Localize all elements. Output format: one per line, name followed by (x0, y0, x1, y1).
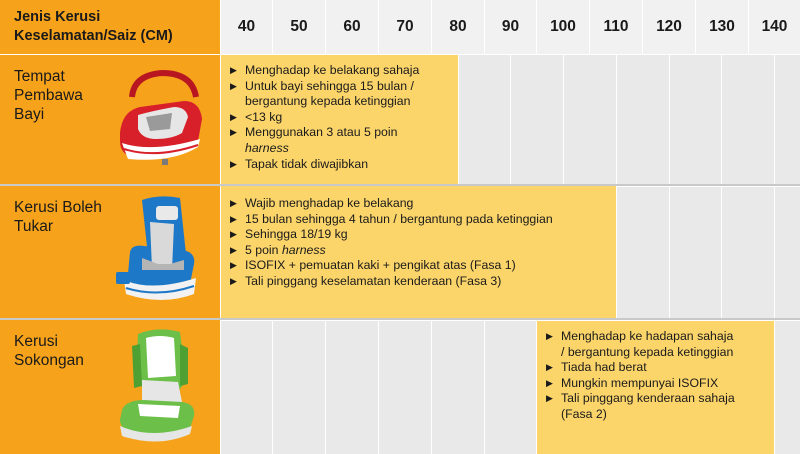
convertible-seat-icon (112, 194, 208, 312)
grid-cell (221, 321, 272, 454)
info-item: ▶ <13 kg (230, 109, 283, 124)
bullet-icon: ▶ (230, 213, 237, 224)
row-header-booster-seat (0, 320, 220, 454)
info-item: ▶ Menghadap ke belakang sahaja (230, 63, 420, 77)
grid-cell (459, 55, 510, 184)
grid-cell (775, 187, 800, 318)
bullet-icon: ▶ (546, 393, 553, 404)
info-item: ▶ Sehingga 18/19 kg (230, 227, 348, 242)
row-header-infant-carrier (0, 55, 220, 184)
grid-cell (379, 321, 431, 454)
info-item: ▶ 15 bulan sehingga 4 tahun / bergantung pada ketinggian (230, 211, 553, 226)
row-label-line: Pembawa (14, 87, 83, 104)
info-item: ▶ Menghadap ke hadapan sahaja / bergantung kepada ketinggian (546, 329, 734, 359)
grid-cell (511, 55, 563, 184)
bullet-icon: ▶ (230, 111, 237, 122)
info-item: ▶ Tiada had berat (546, 360, 647, 375)
row-label-line: Sokongan (14, 352, 84, 369)
size-header-40: 40 (221, 0, 272, 54)
info-box-booster-seat (537, 321, 774, 454)
booster-seat-icon (108, 326, 204, 450)
info-box-convertible-seat (221, 186, 616, 318)
infant-carrier-icon (112, 67, 208, 167)
info-box-infant-carrier (221, 55, 458, 184)
info-item: ▶ Untuk bayi sehingga 15 bulan / bergantung kepada ketinggian (230, 78, 414, 109)
bullet-icon: ▶ (230, 244, 237, 255)
info-item: ▶ Menggunakan 3 atau 5 poin harness (230, 125, 398, 155)
bullet-icon: ▶ (546, 377, 553, 388)
grid-cell (564, 55, 616, 184)
size-header-90: 90 (485, 0, 536, 54)
size-header-120: 120 (643, 0, 695, 54)
header-title-line1: Jenis Kerusi (14, 9, 101, 25)
grid-cell (617, 55, 669, 184)
bullet-icon: ▶ (230, 65, 237, 75)
grid-cell (617, 187, 669, 318)
row-label-booster-seat (14, 332, 84, 370)
bullet-icon: ▶ (230, 158, 237, 169)
grid-cell (326, 321, 378, 454)
row-label-convertible-seat (14, 198, 102, 236)
row-label-line: Bayi (14, 106, 45, 123)
grid-cell (722, 187, 774, 318)
info-item: ▶ ISOFIX + pemuatan kaki + pengikat atas (Fasa 1) (230, 258, 516, 273)
row-label-line: Tempat (14, 68, 65, 85)
row-label-line: Kerusi (14, 333, 58, 350)
bullet-icon: ▶ (230, 127, 237, 138)
header-title (14, 8, 173, 46)
size-header-50: 50 (273, 0, 325, 54)
size-header-110: 110 (590, 0, 642, 54)
grid-cell (670, 187, 721, 318)
grid-cell (670, 55, 721, 184)
info-item: ▶ Wajib menghadap ke belakang (230, 196, 414, 210)
bullet-icon: ▶ (230, 80, 237, 91)
bullet-icon: ▶ (230, 260, 237, 271)
bullet-icon: ▶ (230, 198, 237, 208)
grid-cell (775, 55, 800, 184)
info-item: ▶ Tapak tidak diwajibkan (230, 156, 369, 171)
row-label-line: Tukar (14, 218, 54, 235)
grid-cell (722, 55, 774, 184)
header-title-line2: Keselamatan/Saiz (CM) (14, 28, 173, 44)
info-item: ▶ Tali pinggang kenderaan sahaja (Fasa 2) (546, 391, 735, 421)
grid-cell (273, 321, 325, 454)
info-list (230, 196, 612, 290)
size-header-140: 140 (749, 0, 800, 54)
size-header-60: 60 (326, 0, 378, 54)
bullet-icon: ▶ (546, 362, 553, 373)
bullet-icon: ▶ (546, 331, 553, 341)
info-item: ▶ Mungkin mempunyai ISOFIX (546, 375, 719, 390)
info-item: ▶ Tali pinggang keselamatan kenderaan (Fasa 3) (230, 273, 502, 288)
grid-cell (432, 321, 484, 454)
info-list (230, 63, 455, 172)
table-header-label (0, 0, 220, 54)
info-item: ▶ 5 poin harness (230, 242, 326, 257)
grid-cell (775, 321, 800, 454)
row-label-infant-carrier (14, 67, 83, 124)
row-label-line: Kerusi Boleh (14, 199, 102, 216)
info-list (546, 329, 772, 423)
bullet-icon: ▶ (230, 275, 237, 286)
size-header-130: 130 (696, 0, 748, 54)
size-header-100: 100 (537, 0, 589, 54)
row-header-convertible-seat (0, 186, 220, 318)
grid-cell (485, 321, 536, 454)
size-header-70: 70 (379, 0, 431, 54)
bullet-icon: ▶ (230, 229, 237, 240)
size-header-80: 80 (432, 0, 484, 54)
